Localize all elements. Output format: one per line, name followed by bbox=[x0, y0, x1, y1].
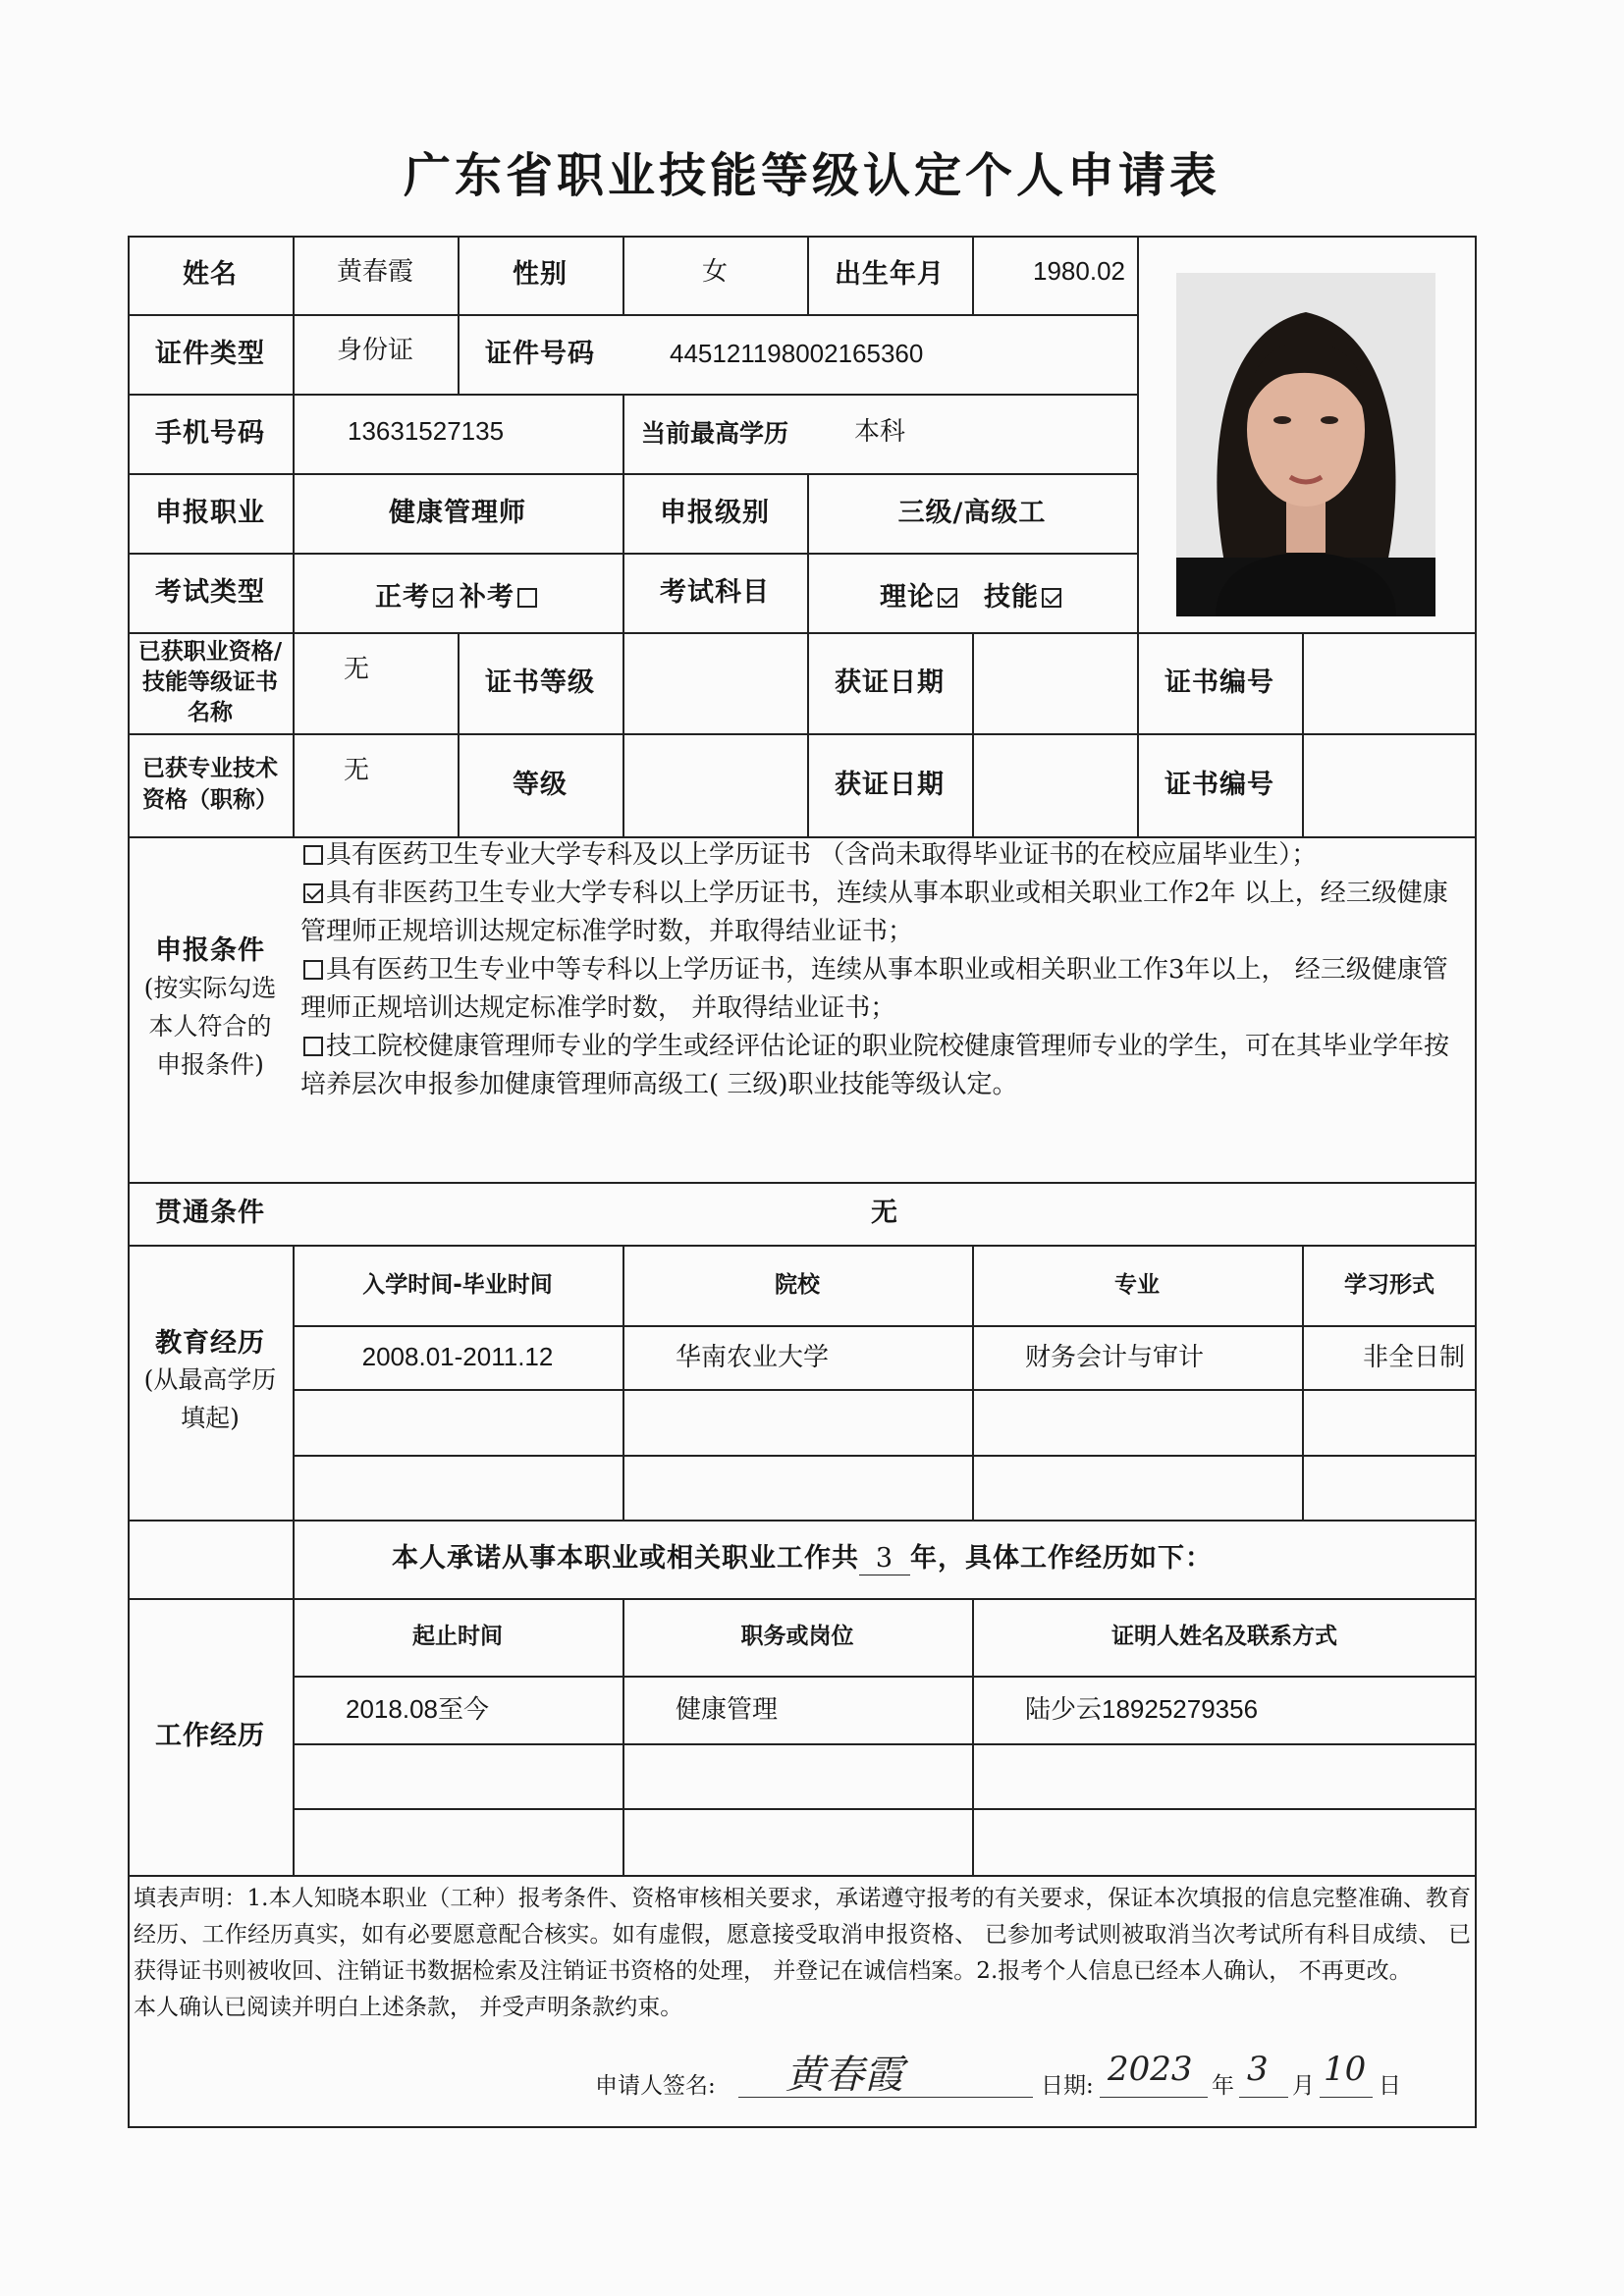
row-line bbox=[128, 1875, 1477, 1877]
declaration bbox=[134, 1881, 1471, 2026]
exam-type-makeup-checkbox[interactable] bbox=[517, 588, 537, 608]
exam-type-regular-checkbox[interactable] bbox=[433, 588, 453, 608]
subject-label: 考试科目 bbox=[660, 577, 770, 608]
work-cell-period: 2018.08至今 bbox=[346, 1694, 489, 1725]
row-line bbox=[293, 1808, 1477, 1810]
edu-cell-period: 2008.01-2011.12 bbox=[361, 1342, 554, 1372]
col-line bbox=[1302, 632, 1304, 836]
condition-item: 具有医药卫生专业大学专科及以上学历证书 （含尚未取得毕业证书的在校应届毕业生）； bbox=[300, 836, 1469, 875]
title-date-label: 获证日期 bbox=[835, 769, 945, 800]
through-value: 无 bbox=[871, 1198, 898, 1229]
day-underline bbox=[1320, 2097, 1373, 2098]
conditions-cell bbox=[128, 836, 293, 1182]
work-cell-position: 健康管理 bbox=[676, 1694, 779, 1725]
prior-cert-value: 无 bbox=[344, 655, 370, 684]
edu-header-mode: 学习形式 bbox=[1344, 1271, 1435, 1298]
commitment-line bbox=[128, 1520, 1477, 1598]
exam-type-options bbox=[293, 553, 623, 632]
prior-cert-label: 已获职业资格/技能等级证书名称 bbox=[137, 638, 283, 726]
occupation-label: 申报职业 bbox=[155, 497, 265, 528]
declaration-confirm: 本人确认已阅读并明白上述条款， 并受声明条款约束。 bbox=[134, 1995, 683, 2020]
edu-value: 本科 bbox=[854, 416, 906, 446]
subject-theory: 理论 bbox=[880, 581, 935, 613]
subject-skill: 技能 bbox=[984, 581, 1039, 613]
cert-grade-label: 证书等级 bbox=[485, 667, 595, 698]
education-cell bbox=[128, 1245, 293, 1520]
col-line bbox=[972, 632, 974, 836]
subject-skill-checkbox[interactable] bbox=[1042, 588, 1061, 608]
birth-value: 1980.02 bbox=[1033, 256, 1125, 286]
exam-type-label: 考试类型 bbox=[155, 576, 265, 608]
phone-value: 13631527135 bbox=[348, 416, 505, 446]
work-header-period: 起止时间 bbox=[412, 1624, 503, 1650]
through-label: 贯通条件 bbox=[155, 1198, 265, 1229]
occupation-value: 健康管理师 bbox=[389, 497, 526, 528]
subject-theory-checkbox[interactable] bbox=[938, 588, 957, 608]
declaration-text: 填表声明：1.本人知晓本职业（工种）报考条件、资格审核相关要求，承诺遵守报考的有关要求，保证本次填报的信息完整准确、教育经历、工作经历真实，如有必要愿意配合核实。如有虚假，愿意接受取消申报资格、 已参加考试则被取消当次考试所有科目成绩、 已获得证书则被收回、注销证书数据检索及注销证书资格的处理， 并登记在诚信档案。2.报考个人信息已经本人确认， 不再更改。 bbox=[134, 1886, 1471, 1984]
prior-title-label: 已获专业技术资格（职称） bbox=[142, 756, 278, 813]
commitment-years: 3 bbox=[859, 1542, 910, 1576]
condition-item: 具有非医药卫生专业大学专科以上学历证书，连续从事本职业或相关职业工作2年 以上，经三级健康管理师正规培训达规定标准学时数，并取得结业证书； bbox=[300, 879, 1448, 946]
date-year: 2023 bbox=[1108, 2050, 1193, 2089]
cert-number-label: 证书编号 bbox=[1164, 667, 1274, 698]
conditions-note: (按实际勾选本人符合的申报条件) bbox=[143, 974, 277, 1080]
title-number-label: 证书编号 bbox=[1164, 769, 1274, 800]
subject-options bbox=[807, 553, 1137, 632]
edu-header-major: 专业 bbox=[1114, 1271, 1160, 1298]
sign-label: 申请人签名: bbox=[595, 2073, 716, 2099]
exam-type-makeup: 补考 bbox=[460, 581, 514, 613]
year-underline bbox=[1100, 2097, 1208, 2098]
date-day: 10 bbox=[1324, 2050, 1367, 2089]
condition-checkbox[interactable] bbox=[303, 960, 323, 980]
education-label: 教育经历 bbox=[155, 1328, 265, 1360]
year-unit: 年 bbox=[1212, 2073, 1234, 2099]
education-note: (从最高学历填起) bbox=[143, 1364, 277, 1432]
idtype-label: 证件类型 bbox=[155, 338, 265, 369]
work-header-reference: 证明人姓名及联系方式 bbox=[1111, 1624, 1337, 1650]
gender-value: 女 bbox=[701, 256, 728, 286]
edu-cell-mode: 非全日制 bbox=[1362, 1342, 1465, 1372]
date-month: 3 bbox=[1247, 2050, 1269, 2089]
title-grade-label: 等级 bbox=[513, 769, 568, 800]
exam-type-regular: 正考 bbox=[375, 581, 430, 613]
condition-item: 具有医药卫生专业中等专科以上学历证书，连续从事本职业或相关职业工作3年以上， 经三级健康管理师正规培训达规定标准学时数， 并取得结业证书； bbox=[300, 955, 1448, 1023]
edu-header-period: 入学时间-毕业时间 bbox=[362, 1271, 553, 1298]
idtype-value: 身份证 bbox=[336, 335, 413, 364]
condition-item: 技工院校健康管理师专业的学生或经评估论证的职业院校健康管理师专业的学生，可在其毕业学年按培养层次申报参加健康管理师高级工( 三级)职业技能等级认定。 bbox=[300, 1032, 1450, 1099]
idnum-value: 445121198002165360 bbox=[670, 339, 924, 369]
level-value: 三级/高级工 bbox=[897, 497, 1047, 528]
edu-cell-school: 华南农业大学 bbox=[676, 1342, 830, 1372]
condition-checkbox[interactable] bbox=[303, 1037, 323, 1056]
gender-label: 性别 bbox=[513, 259, 568, 291]
month-underline bbox=[1239, 2097, 1288, 2098]
form-title: 广东省职业技能等级认定个人申请表 bbox=[403, 148, 1220, 203]
conditions-label: 申报条件 bbox=[155, 934, 265, 966]
edu-cell-major: 财务会计与审计 bbox=[1025, 1342, 1205, 1372]
edu-label: 当前最高学历 bbox=[640, 418, 788, 448]
work-cell-reference: 陆少云18925279356 bbox=[1025, 1694, 1259, 1725]
level-label: 申报级别 bbox=[660, 497, 770, 528]
conditions-list bbox=[300, 836, 1469, 1104]
birth-label: 出生年月 bbox=[835, 259, 945, 291]
idnum-label: 证件号码 bbox=[485, 338, 595, 369]
phone-label: 手机号码 bbox=[155, 417, 265, 449]
cert-date-label: 获证日期 bbox=[835, 667, 945, 698]
date-label: 日期: bbox=[1041, 2073, 1094, 2099]
name-label: 姓名 bbox=[183, 259, 238, 291]
condition-checkbox[interactable] bbox=[303, 845, 323, 865]
row-line bbox=[293, 1389, 1477, 1391]
name-value: 黄春霞 bbox=[336, 256, 413, 286]
work-header-position: 职务或岗位 bbox=[740, 1624, 854, 1650]
row-line bbox=[293, 1743, 1477, 1745]
commitment-before: 本人承诺从事本职业或相关职业工作共 bbox=[392, 1543, 859, 1575]
applicant-photo bbox=[1176, 273, 1435, 616]
edu-header-school: 院校 bbox=[775, 1271, 820, 1298]
portrait-image bbox=[1176, 273, 1435, 616]
prior-title-value: 无 bbox=[344, 756, 370, 785]
applicant-signature: 黄春霞 bbox=[785, 2053, 903, 2098]
row-line bbox=[293, 1455, 1477, 1457]
month-unit: 月 bbox=[1292, 2073, 1315, 2099]
commitment-after: 年，具体工作经历如下： bbox=[910, 1543, 1213, 1575]
work-label: 工作经历 bbox=[155, 1721, 265, 1752]
condition-checkbox[interactable] bbox=[303, 883, 323, 903]
day-unit: 日 bbox=[1379, 2073, 1401, 2099]
